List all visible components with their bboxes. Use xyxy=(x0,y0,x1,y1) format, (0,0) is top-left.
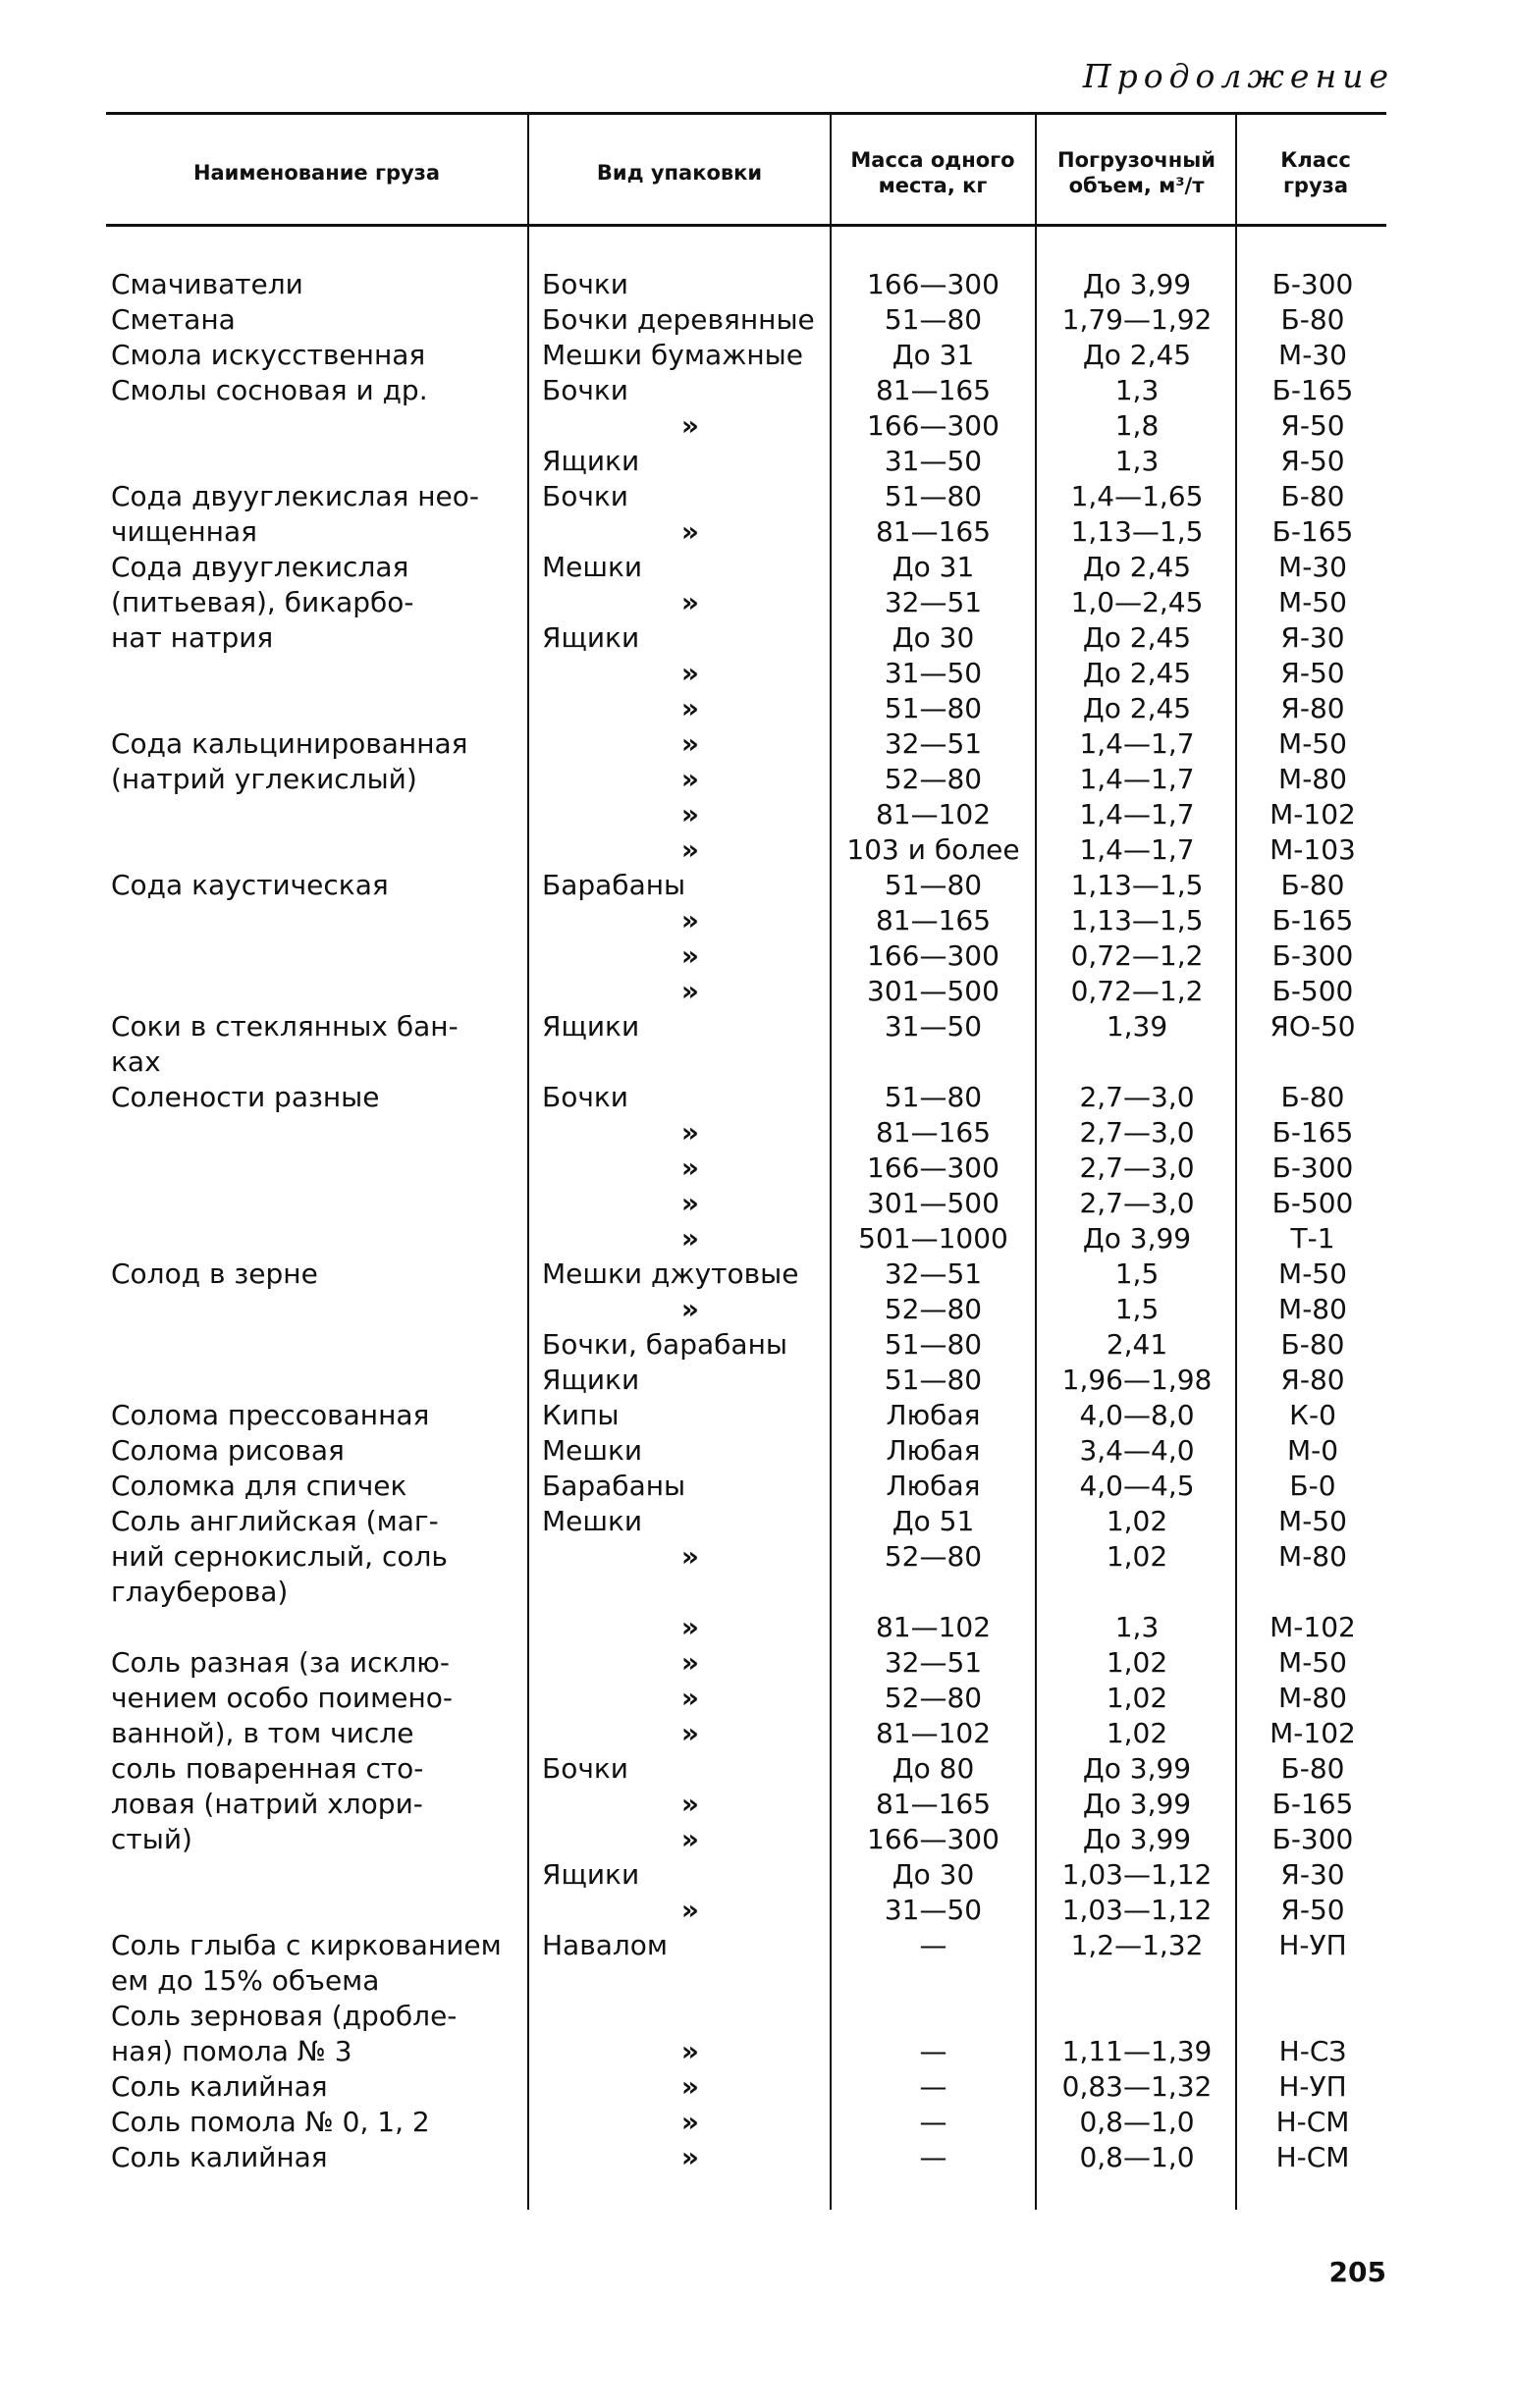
class-cell: Н-УП xyxy=(1278,1929,1347,1961)
table-row xyxy=(0,1893,1513,1928)
volume-cell: 1,4—1,7 xyxy=(1079,833,1195,866)
packaging-cell: Ящики xyxy=(542,1010,640,1043)
volume-cell: До 2,45 xyxy=(1082,339,1192,371)
cargo-name-cell: Солома прессованная xyxy=(111,1399,430,1431)
packaging-cell: Мешки бумажные xyxy=(542,339,803,371)
mass-cell: До 80 xyxy=(892,1752,975,1785)
volume-cell: 1,4—1,7 xyxy=(1079,798,1195,830)
packaging-cell: Бочки xyxy=(542,374,628,406)
header-name: Наименование груза xyxy=(192,161,441,185)
volume-cell: 1,39 xyxy=(1106,1010,1168,1043)
volume-cell: 1,3 xyxy=(1114,1611,1160,1643)
header-top-rule xyxy=(106,112,1386,115)
volume-cell: 1,13—1,5 xyxy=(1070,869,1204,901)
table-row xyxy=(0,1186,1513,1221)
header-packaging: Вид упаковки xyxy=(596,161,763,185)
packaging-cell: » xyxy=(680,833,699,866)
mass-cell: 166—300 xyxy=(867,268,1000,300)
packaging-cell: » xyxy=(680,1717,699,1749)
table-row xyxy=(0,974,1513,1009)
mass-cell: — xyxy=(919,2070,947,2103)
cargo-name-cell: Соль разная (за исклю- xyxy=(111,1646,450,1679)
mass-cell: До 30 xyxy=(892,621,975,654)
volume-cell: 4,0—4,5 xyxy=(1079,1470,1195,1502)
volume-cell: 1,2—1,32 xyxy=(1070,1929,1204,1961)
mass-cell: 81—165 xyxy=(875,904,992,936)
table-row xyxy=(0,373,1513,408)
class-cell: М-50 xyxy=(1278,1646,1347,1679)
table-row xyxy=(0,1044,1513,1080)
table-row xyxy=(0,1645,1513,1681)
table-row xyxy=(0,1963,1513,1999)
table-row xyxy=(0,620,1513,656)
packaging-cell: » xyxy=(680,1646,699,1679)
mass-cell: 166—300 xyxy=(867,1823,1000,1855)
packaging-cell: Мешки джутовые xyxy=(542,1258,799,1290)
class-cell: К-0 xyxy=(1289,1399,1336,1431)
mass-cell: Любая xyxy=(886,1399,981,1431)
volume-cell: До 3,99 xyxy=(1082,1752,1192,1785)
mass-cell: 81—165 xyxy=(875,515,992,548)
class-cell: Я-80 xyxy=(1280,1364,1345,1396)
volume-cell: 1,79—1,92 xyxy=(1061,303,1213,336)
table-row xyxy=(0,1292,1513,1327)
mass-cell: 51—80 xyxy=(884,1081,983,1113)
packaging-cell: Бочки xyxy=(542,480,628,512)
mass-cell: 301—500 xyxy=(867,1187,1000,1219)
mass-cell: 52—80 xyxy=(884,1682,983,1714)
packaging-cell: » xyxy=(680,975,699,1007)
table-row xyxy=(0,2034,1513,2069)
mass-cell: 51—80 xyxy=(884,1328,983,1361)
class-cell: М-80 xyxy=(1278,1682,1347,1714)
volume-cell: 1,4—1,7 xyxy=(1079,727,1195,760)
volume-cell: 1,02 xyxy=(1106,1540,1168,1573)
cargo-name-cell: ванной), в том числе xyxy=(111,1717,414,1749)
packaging-cell: Ящики xyxy=(542,621,640,654)
volume-cell: До 2,45 xyxy=(1082,657,1192,689)
mass-cell: 81—102 xyxy=(875,1717,992,1749)
table-row xyxy=(0,1257,1513,1292)
table-row xyxy=(0,1716,1513,1751)
class-cell: Б-300 xyxy=(1271,268,1354,300)
table-row xyxy=(0,938,1513,974)
table-row xyxy=(0,726,1513,762)
table-row xyxy=(0,1363,1513,1398)
volume-cell: 1,11—1,39 xyxy=(1061,2035,1213,2067)
volume-cell: 2,7—3,0 xyxy=(1079,1151,1195,1184)
class-cell: Н-УП xyxy=(1278,2070,1347,2103)
class-cell: Б-80 xyxy=(1280,1081,1345,1113)
packaging-cell: » xyxy=(680,657,699,689)
packaging-cell: Мешки xyxy=(542,551,643,583)
mass-cell: 81—165 xyxy=(875,1788,992,1820)
mass-cell: 31—50 xyxy=(884,657,983,689)
volume-cell: 1,03—1,12 xyxy=(1061,1858,1213,1891)
cargo-name-cell: ках xyxy=(111,1045,161,1078)
class-cell: М-50 xyxy=(1278,727,1347,760)
packaging-cell: » xyxy=(680,1788,699,1820)
cargo-name-cell: Смолы сосновая и др. xyxy=(111,374,428,406)
table-row xyxy=(0,868,1513,903)
volume-cell: 1,02 xyxy=(1106,1646,1168,1679)
table-row xyxy=(0,762,1513,797)
mass-cell: 51—80 xyxy=(884,692,983,724)
class-cell: Я-80 xyxy=(1280,692,1345,724)
packaging-cell: » xyxy=(680,904,699,936)
class-cell: М-50 xyxy=(1278,1505,1347,1537)
class-cell: Б-80 xyxy=(1280,1328,1345,1361)
packaging-cell: » xyxy=(680,1222,699,1255)
packaging-cell: » xyxy=(680,1293,699,1325)
table-row xyxy=(0,1433,1513,1469)
mass-cell: 81—165 xyxy=(875,1116,992,1149)
table-row xyxy=(0,1681,1513,1716)
class-cell: Я-50 xyxy=(1280,1894,1345,1926)
mass-cell: 32—51 xyxy=(884,727,983,760)
mass-cell: — xyxy=(919,1929,947,1961)
packaging-cell: » xyxy=(680,1116,699,1149)
mass-cell: 81—102 xyxy=(875,1611,992,1643)
packaging-cell: » xyxy=(680,1611,699,1643)
mass-cell: 52—80 xyxy=(884,1293,983,1325)
cargo-name-cell: Солома рисовая xyxy=(111,1434,345,1467)
table-row xyxy=(0,1787,1513,1822)
volume-cell: 4,0—8,0 xyxy=(1079,1399,1195,1431)
class-cell: М-80 xyxy=(1278,763,1347,795)
class-cell: Б-300 xyxy=(1271,1151,1354,1184)
packaging-cell: » xyxy=(680,515,699,548)
class-cell: М-30 xyxy=(1278,339,1347,371)
volume-cell: 1,13—1,5 xyxy=(1070,904,1204,936)
class-cell: Б-80 xyxy=(1280,303,1345,336)
cargo-name-cell: Смачиватели xyxy=(111,268,303,300)
packaging-cell: Ящики xyxy=(542,445,640,477)
packaging-cell: » xyxy=(680,1540,699,1573)
class-cell: Б-300 xyxy=(1271,939,1354,972)
class-cell: Я-50 xyxy=(1280,657,1345,689)
mass-cell: 166—300 xyxy=(867,939,1000,972)
volume-cell: 1,3 xyxy=(1114,445,1160,477)
class-cell: Б-165 xyxy=(1271,515,1354,548)
mass-cell: 31—50 xyxy=(884,445,983,477)
packaging-cell: » xyxy=(680,1682,699,1714)
packaging-cell: » xyxy=(680,727,699,760)
mass-cell: 52—80 xyxy=(884,1540,983,1573)
cargo-name-cell: Соль зерновая (дробле- xyxy=(111,2000,458,2032)
table-row xyxy=(0,1115,1513,1150)
volume-cell: До 2,45 xyxy=(1082,692,1192,724)
packaging-cell: » xyxy=(680,1894,699,1926)
table-row xyxy=(0,1009,1513,1044)
packaging-cell: Бочки xyxy=(542,1081,628,1113)
mass-cell: 32—51 xyxy=(884,1646,983,1679)
table-row xyxy=(0,514,1513,550)
packaging-cell: » xyxy=(680,798,699,830)
cargo-name-cell: Смола искусственная xyxy=(111,339,426,371)
volume-cell: 1,5 xyxy=(1114,1258,1160,1290)
packaging-cell: » xyxy=(680,2070,699,2103)
class-cell: Б-0 xyxy=(1289,1470,1336,1502)
mass-cell: 31—50 xyxy=(884,1010,983,1043)
volume-cell: 1,8 xyxy=(1114,409,1160,442)
cargo-name-cell: Соломка для спичек xyxy=(111,1470,407,1502)
packaging-cell: » xyxy=(680,1151,699,1184)
table-row xyxy=(0,1751,1513,1787)
table-row xyxy=(0,1928,1513,1963)
class-cell: М-102 xyxy=(1270,1611,1356,1643)
packaging-cell: » xyxy=(680,586,699,618)
volume-cell: 1,5 xyxy=(1114,1293,1160,1325)
cargo-name-cell: Соль калийная xyxy=(111,2141,328,2173)
packaging-cell: Мешки xyxy=(542,1434,643,1467)
packaging-cell: Бочки, барабаны xyxy=(542,1328,787,1361)
header-volume: Погрузочный объем, м³/т xyxy=(1057,148,1216,197)
class-cell: Я-30 xyxy=(1280,1858,1345,1891)
table-row xyxy=(0,1398,1513,1433)
volume-cell: До 2,45 xyxy=(1082,551,1192,583)
table-row xyxy=(0,1610,1513,1645)
mass-cell: 51—80 xyxy=(884,480,983,512)
cargo-name-cell: ная) помола № 3 xyxy=(111,2035,352,2067)
class-cell: Я-30 xyxy=(1280,621,1345,654)
volume-cell: 2,7—3,0 xyxy=(1079,1116,1195,1149)
class-cell: Б-80 xyxy=(1280,1752,1345,1785)
table-row xyxy=(0,408,1513,444)
table-row xyxy=(0,903,1513,938)
table-row xyxy=(0,585,1513,620)
mass-cell: — xyxy=(919,2106,947,2138)
mass-cell: Любая xyxy=(886,1470,981,1502)
mass-cell: — xyxy=(919,2035,947,2067)
cargo-name-cell: Соль калийная xyxy=(111,2070,328,2103)
table-row xyxy=(0,1469,1513,1504)
table-row xyxy=(0,832,1513,868)
volume-cell: 1,3 xyxy=(1114,374,1160,406)
volume-cell: 2,41 xyxy=(1106,1328,1168,1361)
mass-cell: 166—300 xyxy=(867,1151,1000,1184)
table-row xyxy=(0,1150,1513,1186)
header-mass: Масса одного места, кг xyxy=(850,148,1015,197)
volume-cell: 1,13—1,5 xyxy=(1070,515,1204,548)
table-row xyxy=(0,444,1513,479)
cargo-name-cell: Солод в зерне xyxy=(111,1258,318,1290)
packaging-cell: » xyxy=(680,763,699,795)
class-cell: Б-500 xyxy=(1271,975,1354,1007)
volume-cell: 0,83—1,32 xyxy=(1061,2070,1213,2103)
mass-cell: До 31 xyxy=(892,551,975,583)
cargo-name-cell: (питьевая), бикарбо- xyxy=(111,586,414,618)
volume-cell: До 2,45 xyxy=(1082,621,1192,654)
packaging-cell: » xyxy=(680,939,699,972)
packaging-cell: Ящики xyxy=(542,1364,640,1396)
cargo-name-cell: Сода каустическая xyxy=(111,869,389,901)
class-cell: М-102 xyxy=(1270,1717,1356,1749)
class-cell: Б-300 xyxy=(1271,1823,1354,1855)
volume-cell: 2,7—3,0 xyxy=(1079,1187,1195,1219)
volume-cell: 1,96—1,98 xyxy=(1061,1364,1213,1396)
packaging-cell: Барабаны xyxy=(542,1470,686,1502)
volume-cell: 1,02 xyxy=(1106,1682,1168,1714)
packaging-cell: » xyxy=(680,2035,699,2067)
cargo-name-cell: чением особо поимено- xyxy=(111,1682,454,1714)
table-row xyxy=(0,656,1513,691)
class-cell: М-50 xyxy=(1278,586,1347,618)
table-row xyxy=(0,479,1513,514)
packaging-cell: » xyxy=(680,2141,699,2173)
page-number: 205 xyxy=(1328,2256,1386,2288)
class-cell: ЯО-50 xyxy=(1270,1010,1356,1043)
packaging-cell: Ящики xyxy=(542,1858,640,1891)
volume-cell: 1,03—1,12 xyxy=(1061,1894,1213,1926)
continuation-label: Продолжение xyxy=(1082,57,1394,95)
table-row xyxy=(0,338,1513,373)
volume-cell: 1,0—2,45 xyxy=(1070,586,1204,618)
packaging-cell: » xyxy=(680,1187,699,1219)
table-row xyxy=(0,1575,1513,1610)
packaging-cell: Мешки xyxy=(542,1505,643,1537)
class-cell: М-50 xyxy=(1278,1258,1347,1290)
table-row xyxy=(0,691,1513,726)
volume-cell: До 3,99 xyxy=(1082,1823,1192,1855)
cargo-name-cell: Сода кальцинированная xyxy=(111,727,468,760)
class-cell: Б-165 xyxy=(1271,1788,1354,1820)
table-row xyxy=(0,1504,1513,1539)
volume-cell: 1,4—1,65 xyxy=(1070,480,1204,512)
table-row xyxy=(0,1539,1513,1575)
class-cell: М-80 xyxy=(1278,1540,1347,1573)
mass-cell: До 31 xyxy=(892,339,975,371)
table-row xyxy=(0,2140,1513,2175)
class-cell: Я-50 xyxy=(1280,445,1345,477)
mass-cell: До 51 xyxy=(892,1505,975,1537)
class-cell: Н-СМ xyxy=(1275,2106,1350,2138)
table-row xyxy=(0,1080,1513,1115)
mass-cell: 301—500 xyxy=(867,975,1000,1007)
packaging-cell: » xyxy=(680,409,699,442)
volume-cell: 0,8—1,0 xyxy=(1079,2141,1195,2173)
class-cell: Н-СМ xyxy=(1275,2141,1350,2173)
mass-cell: 52—80 xyxy=(884,763,983,795)
packaging-cell: » xyxy=(680,2106,699,2138)
mass-cell: До 30 xyxy=(892,1858,975,1891)
cargo-name-cell: чищенная xyxy=(111,515,257,548)
class-cell: Б-165 xyxy=(1271,904,1354,936)
class-cell: Н-СЗ xyxy=(1278,2035,1347,2067)
volume-cell: До 3,99 xyxy=(1082,268,1192,300)
mass-cell: 31—50 xyxy=(884,1894,983,1926)
class-cell: М-30 xyxy=(1278,551,1347,583)
cargo-name-cell: (натрий углекислый) xyxy=(111,763,417,795)
table-row xyxy=(0,2105,1513,2140)
packaging-cell: Кипы xyxy=(542,1399,620,1431)
cargo-name-cell: стый) xyxy=(111,1823,192,1855)
mass-cell: 81—165 xyxy=(875,374,992,406)
header-bottom-rule xyxy=(106,224,1386,227)
volume-cell: 1,02 xyxy=(1106,1505,1168,1537)
class-cell: М-103 xyxy=(1270,833,1356,866)
volume-cell: 1,02 xyxy=(1106,1717,1168,1749)
mass-cell: 51—80 xyxy=(884,303,983,336)
class-cell: Б-500 xyxy=(1271,1187,1354,1219)
cargo-name-cell: Сода двууглекислая нео- xyxy=(111,480,480,512)
cargo-name-cell: ний сернокислый, соль xyxy=(111,1540,448,1573)
table-row xyxy=(0,550,1513,585)
packaging-cell: Навалом xyxy=(542,1929,669,1961)
cargo-name-cell: соль поваренная сто- xyxy=(111,1752,424,1785)
cargo-name-cell: Соль глыба с киркованием xyxy=(111,1929,502,1961)
mass-cell: 166—300 xyxy=(867,409,1000,442)
packaging-cell: » xyxy=(680,692,699,724)
table-row xyxy=(0,1221,1513,1257)
class-cell: Б-165 xyxy=(1271,1116,1354,1149)
header-class: Класс груза xyxy=(1280,148,1351,197)
class-cell: Б-80 xyxy=(1280,869,1345,901)
mass-cell: 32—51 xyxy=(884,1258,983,1290)
volume-cell: 0,8—1,0 xyxy=(1079,2106,1195,2138)
table-row xyxy=(0,267,1513,302)
volume-cell: 0,72—1,2 xyxy=(1070,939,1204,972)
volume-cell: 0,72—1,2 xyxy=(1070,975,1204,1007)
cargo-name-cell: Соль помола № 0, 1, 2 xyxy=(111,2106,430,2138)
cargo-name-cell: Сметана xyxy=(111,303,236,336)
table-row xyxy=(0,1327,1513,1363)
class-cell: Т-1 xyxy=(1290,1222,1335,1255)
mass-cell: 103 и более xyxy=(846,833,1020,866)
mass-cell: 32—51 xyxy=(884,586,983,618)
class-cell: Я-50 xyxy=(1280,409,1345,442)
class-cell: Б-165 xyxy=(1271,374,1354,406)
cargo-name-cell: нат натрия xyxy=(111,621,274,654)
volume-cell: До 3,99 xyxy=(1082,1788,1192,1820)
cargo-name-cell: ловая (натрий хлори- xyxy=(111,1788,423,1820)
cargo-name-cell: глауберова) xyxy=(111,1576,289,1608)
table-row xyxy=(0,1822,1513,1857)
cargo-name-cell: ем до 15% объема xyxy=(111,1964,380,1997)
mass-cell: Любая xyxy=(886,1434,981,1467)
packaging-cell: Барабаны xyxy=(542,869,686,901)
volume-cell: До 3,99 xyxy=(1082,1222,1192,1255)
class-cell: Б-80 xyxy=(1280,480,1345,512)
mass-cell: — xyxy=(919,2141,947,2173)
cargo-name-cell: Солености разные xyxy=(111,1081,380,1113)
volume-cell: 1,4—1,7 xyxy=(1079,763,1195,795)
table-row xyxy=(0,797,1513,832)
mass-cell: 51—80 xyxy=(884,1364,983,1396)
cargo-name-cell: Соль английская (маг- xyxy=(111,1505,439,1537)
mass-cell: 501—1000 xyxy=(858,1222,1008,1255)
table-row xyxy=(0,1999,1513,2034)
packaging-cell: Бочки xyxy=(542,268,628,300)
table-row xyxy=(0,302,1513,338)
packaging-cell: Бочки деревянные xyxy=(542,303,815,336)
packaging-cell: » xyxy=(680,1823,699,1855)
volume-cell: 3,4—4,0 xyxy=(1079,1434,1195,1467)
volume-cell: 2,7—3,0 xyxy=(1079,1081,1195,1113)
mass-cell: 51—80 xyxy=(884,869,983,901)
class-cell: М-102 xyxy=(1270,798,1356,830)
cargo-name-cell: Сода двууглекислая xyxy=(111,551,409,583)
class-cell: М-0 xyxy=(1286,1434,1339,1467)
packaging-cell: Бочки xyxy=(542,1752,628,1785)
mass-cell: 81—102 xyxy=(875,798,992,830)
class-cell: М-80 xyxy=(1278,1293,1347,1325)
table-row xyxy=(0,2069,1513,2105)
table-row xyxy=(0,1857,1513,1893)
cargo-name-cell: Соки в стеклянных бан- xyxy=(111,1010,459,1043)
